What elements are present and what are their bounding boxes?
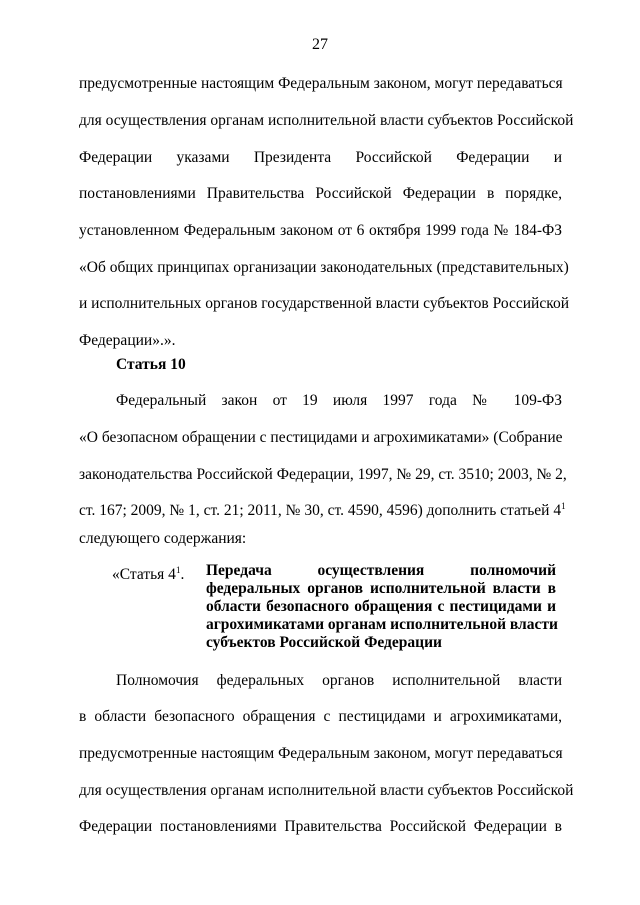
title-line: Передача осуществления полномочий [206,562,556,579]
paragraph-2-line: Федеральный закон от 19 июля 1997 года № 109-ФЗ [116,392,562,409]
paragraph-3-line: Федерации постановлениями Правительства Российской Федерации в [79,818,562,835]
paragraph-3-line: для осуществления органам исполнительной власти субъектов Российской [79,782,574,799]
paragraph-2-line-text: ст. 167; 2009, № 1, ст. 21; 2011, № 30, ст. 4590, 4596) дополнить статьей 4 [79,502,562,519]
paragraph-2-line: законодательства Российской Федерации, 1997, № 29, ст. 3510; 2003, № 2, [79,466,567,483]
paragraph-1-line: предусмотренные настоящим Федеральным законом, могут передаваться [79,75,563,92]
paragraph-1-line: для осуществления органам исполнительной власти субъектов Российской [79,112,574,129]
paragraph-2-line [79,501,566,521]
title-line: области безопасного обращения с пестицидами и [206,598,556,615]
title-line: агрохимикатами органам исполнительной власти [206,616,558,633]
paragraph-3-line: в области безопасного обращения с пестицидами и агрохимикатами, [79,708,562,725]
paragraph-1-line: установленном Федеральным законом от 6 октября 1999 года № 184-ФЗ [79,222,562,239]
title-line: федеральных органов исполнительной власти в [206,580,556,597]
page-number: 27 [312,36,328,53]
paragraph-3-line: Полномочия федеральных органов исполнительной власти [116,672,562,689]
paragraph-1-line: «Об общих принципах организации законодательных (представительных) [79,259,569,276]
paragraph-2-line: следующего содержания: [79,530,247,547]
title-line: субъектов Российской Федерации [206,634,442,651]
new-article-label: «Статья $4^1$. [112,565,185,583]
paragraph-2-line: «О безопасном обращении с пестицидами и агрохимикатами» (Собрание [79,429,563,446]
paragraph-1-line: Федерации указами Президента Российской Федерации и [79,149,562,166]
paragraph-3-line: предусмотренные настоящим Федеральным законом, могут передаваться [79,745,563,762]
superscript: 1 [561,501,566,511]
new-article-title [206,562,556,652]
paragraph-1-line: и исполнительных органов государственной власти субъектов Российской [79,295,570,312]
article-heading: Статья 10 [116,356,186,373]
paragraph-1-line: постановлениями Правительства Российской Федерации в порядке, [79,185,562,202]
paragraph-1-line: Федерации».». [79,332,176,349]
